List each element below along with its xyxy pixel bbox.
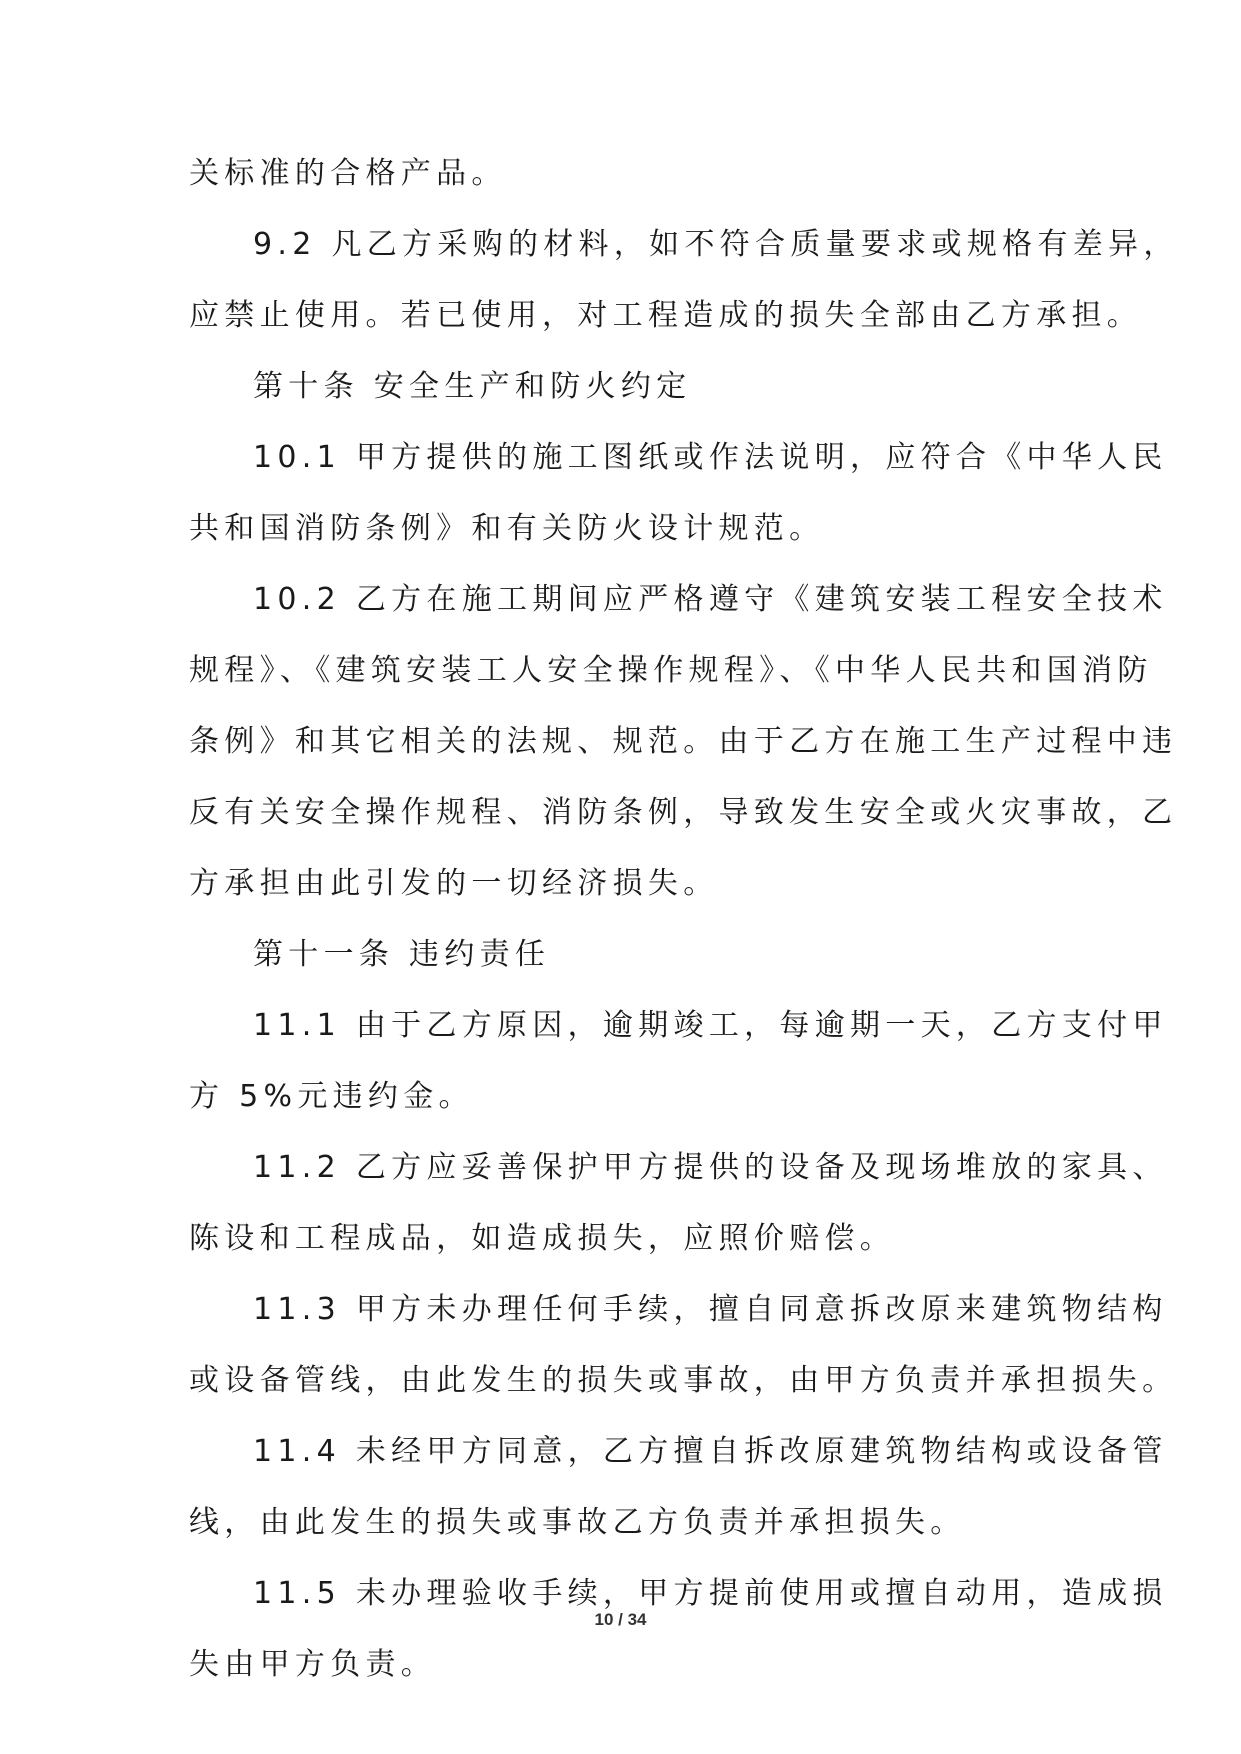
paragraph <box>189 936 1069 973</box>
paragraph-line: 失由甲方负责。 <box>189 1647 437 1682</box>
paragraph <box>189 368 1069 405</box>
document-body <box>189 155 1179 1717</box>
paragraph-line: 陈设和工程成品，如造成损失，应照价赔偿。 <box>189 1221 895 1256</box>
paragraph-line: 线，由此发生的损失或事故乙方负责并承担损失。 <box>189 1505 966 1540</box>
page-number: 10 / 34 <box>594 1610 647 1629</box>
paragraph <box>189 581 1178 902</box>
paragraph-line: 规程》、《建筑安装工人安全操作规程》、《中华人民共和国消防 <box>189 653 1153 688</box>
paragraph-line: 条例》和其它相关的法规、规范。由于乙方在施工生产过程中违 <box>189 724 1178 759</box>
paragraph <box>189 439 1168 547</box>
paragraph <box>189 155 1069 192</box>
paragraph-line: 方承担由此引发的一切经济损失。 <box>189 866 719 901</box>
paragraph-line: 共和国消防条例》和有关防火设计规范。 <box>189 511 825 546</box>
paragraph-line: 第十一条 违约责任 <box>253 937 551 972</box>
paragraph <box>189 226 1179 334</box>
paragraph <box>189 1291 1178 1399</box>
paragraph-line: 10.2 乙方在施工期间应严格遵守《建筑安装工程安全技术 <box>253 582 1168 617</box>
paragraph-line: 11.4 未经甲方同意，乙方擅自拆改原建筑物结构或设备管 <box>253 1434 1168 1469</box>
paragraph-line: 10.1 甲方提供的施工图纸或作法说明，应符合《中华人民 <box>253 440 1168 475</box>
paragraph-line: 9.2 凡乙方采购的材料，如不符合质量要求或规格有差异， <box>253 227 1179 262</box>
paragraph-line: 方 5%元违约金。 <box>189 1079 474 1114</box>
paragraph <box>189 1149 1168 1257</box>
paragraph <box>189 1433 1168 1541</box>
paragraph-line: 11.5 未办理验收手续，甲方提前使用或擅自动用，造成损 <box>253 1576 1168 1611</box>
paragraph-line: 或设备管线，由此发生的损失或事故，由甲方负责并承担损失。 <box>189 1363 1178 1398</box>
paragraph <box>189 1007 1168 1115</box>
paragraph-line: 11.2 乙方应妥善保护甲方提供的设备及现场堆放的家具、 <box>253 1150 1168 1185</box>
paragraph-line: 11.1 由于乙方原因，逾期竣工，每逾期一天，乙方支付甲 <box>253 1008 1168 1043</box>
paragraph-line: 应禁止使用。若已使用，对工程造成的损失全部由乙方承担。 <box>189 298 1143 333</box>
paragraph-line: 第十条 安全生产和防火约定 <box>253 369 692 404</box>
paragraph-line: 反有关安全操作规程、消防条例，导致发生安全或火灾事故，乙 <box>189 795 1178 830</box>
paragraph-line: 关标准的合格产品。 <box>189 156 507 191</box>
paragraph-line: 11.3 甲方未办理任何手续，擅自同意拆改原来建筑物结构 <box>253 1292 1168 1327</box>
